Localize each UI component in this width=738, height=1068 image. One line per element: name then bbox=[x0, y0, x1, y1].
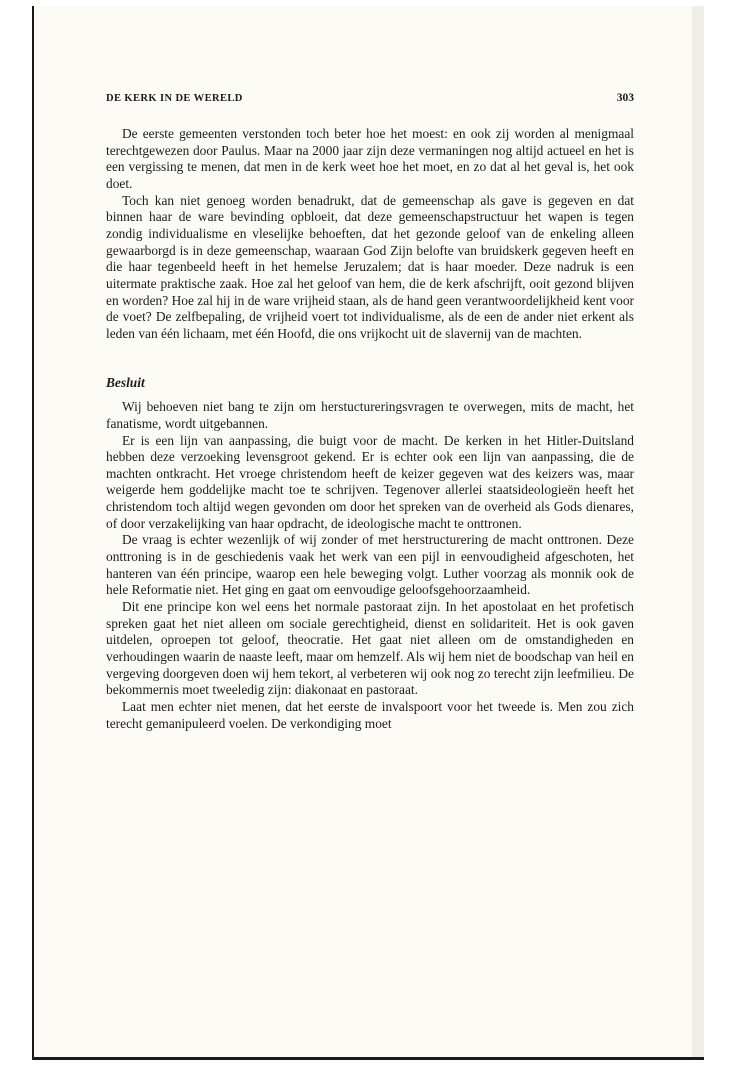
running-head bbox=[106, 92, 634, 104]
book-page bbox=[32, 6, 704, 1060]
paragraph-2: Toch kan niet genoeg worden benadrukt, dat de gemeenschap als gave is gegeven en dat binnen haar de ware bevinding opbloeit, dat deze gemeenschapstructuur het wapen is tegen zondig individualisme en vleselijke behoeften, dat het gezonde geloof van de enkeling alleen gewaarborgd is in deze gemeenschap, waaraan God Zijn belofte van bruidskerk gegeven heeft en die haar tegenbeeld heeft in het hemelse Jeruzalem; dat is haar moeder. Deze nadruk is een uitermate praktische zaak. Hoe zal het geloof van hem, die de kerk afschrijft, ooit gezond blijven en worden? Hoe zal hij in de ware vrijheid staan, als de hand geen verantwoordelijkheid kent voor de voet? De zelfbepaling, de vrijheid voert tot individualisme, als de een de ander niet erkent als leden van één lichaam, met één Hoofd, die ons vrijkocht uit de slavernij van de machten. bbox=[106, 192, 634, 341]
paragraph-7: Laat men echter niet menen, dat het eerste de invalspoort voor het tweede is. Men zou zich terecht gemanipuleerd voelen. De verkondiging moet bbox=[106, 699, 634, 731]
running-head-title: DE KERK IN DE WERELD bbox=[106, 93, 243, 104]
page-edge bbox=[692, 6, 704, 1057]
paragraph-3: Wij behoeven niet bang te zijn om herstuctureringsvragen te overwegen, mits de macht, het fanatisme, wordt uitgebannen. bbox=[106, 399, 634, 431]
paragraph-5: De vraag is echter wezenlijk of wij zonder of met herstructurering de macht onttronen. Deze onttroning is in de geschiedenis vaak het werk van een pijl in eenvoudigheid afgeschoten, het hanteren van één principe, waarop een hele beweging volgt. Luther voorzag als monnik ook de hele Reformatie niet. Het ging en gaat om eenvoudige geloofsgehoorzaamheid. bbox=[106, 532, 634, 598]
section-heading: Besluit bbox=[106, 374, 145, 390]
paragraph-6: Dit ene principe kon wel eens het normale pastoraat zijn. In het apostolaat en het profetisch spreken gaat het niet alleen om sociale gerechtigheid, dienst en solidariteit. Het is ook gaven uitdelen, oproepen tot geloof, theocratie. Het gaat niet alleen om de omstandigheden en verhoudingen waarin de naaste leeft, maar om hemzelf. Als wij hem niet de boodschap van heil en vergeving doorgeven doen wij hem tekort, al verbeteren wij ook nog zo terecht zijn leefmilieu. De bekommernis moet tweeledig zijn: diakonaat en pastoraat. bbox=[106, 599, 634, 698]
paragraph-4: Er is een lijn van aanpassing, die buigt voor de macht. De kerken in het Hitler-Duitsland hebben deze verzoeking levensgroot gekend. Er is echter ook een lijn van aanpassing, die de machten ontkracht. Het vroege christendom heeft de keizer gegeven wat des keizers was, maar weigerde hem goddelijke macht toe te schrijven. Tegenover allerlei staatsideologieën heeft het christendom toch altijd wegen gevonden om door het spreken van de overheid als Gods dienares, of door verzakelijking van haar opdracht, de ideologische macht te onttronen. bbox=[106, 432, 634, 531]
page-number: 303 bbox=[616, 92, 634, 104]
body-text bbox=[106, 126, 634, 732]
paragraph-1: De eerste gemeenten verstonden toch beter hoe het moest: en ook zij worden al menigmaal terechtgewezen door Paulus. Maar na 2000 jaar zijn deze vermaningen nog altijd actueel en het is een vergissing te menen, dat men in de kerk weet hoe het moet, en zo dat al het geval is, het ook doet. bbox=[106, 126, 634, 191]
